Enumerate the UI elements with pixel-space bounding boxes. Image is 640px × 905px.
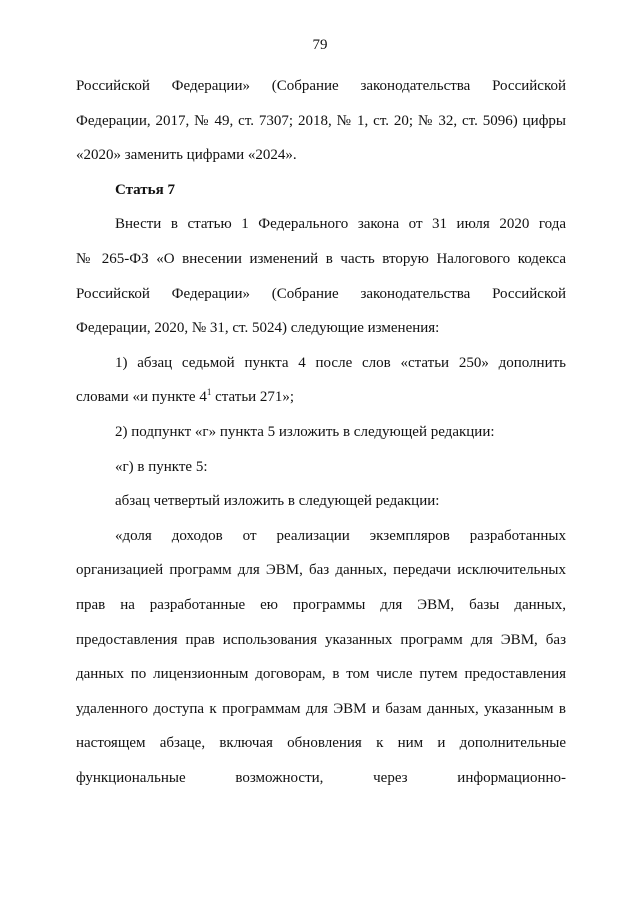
text-line: «2020» заменить цифрами «2024».	[76, 147, 297, 164]
superscript: 1	[206, 387, 212, 398]
text-line: функциональные возможности, через информационно-	[76, 769, 566, 786]
text-line: абзац четвертый изложить в следующей редакции:	[115, 493, 440, 510]
text-line: удаленного доступа к программам для ЭВМ и базам данных, указанным в	[76, 700, 566, 717]
text-line: Российской Федерации» (Собрание законодательства Российской	[76, 78, 566, 94]
text-fragment: статьи 271»;	[211, 389, 295, 406]
text-fragment: словами «и пункте 4	[76, 389, 207, 406]
text-line: организацией программ для ЭВМ, баз данных, передачи исключительных	[76, 562, 566, 579]
article-heading: Статья 7	[115, 181, 175, 198]
text-line: Федерации, 2017, № 49, ст. 7307; 2018, № 1, ст. 20; № 32, ст. 5096) цифры	[76, 112, 566, 129]
text-line: «доля доходов от реализации экземпляров разработанных	[115, 527, 566, 544]
text-line: предоставления прав использования указанных программ для ЭВМ, баз	[76, 631, 566, 648]
text-line: 2) подпункт «г» пункта 5 изложить в следующей редакции:	[115, 423, 495, 440]
text-line: прав на разработанные ею программы для ЭВМ, базы данных,	[76, 596, 566, 613]
text-line: настоящем абзаце, включая обновления к ним и дополнительные	[76, 735, 566, 752]
page-number: 79	[312, 37, 328, 53]
text-line: 1) абзац седьмой пункта 4 после слов «статьи 250» дополнить	[115, 354, 566, 371]
text-line: Федерации, 2020, № 31, ст. 5024) следующие изменения:	[76, 320, 440, 337]
text-line: «г) в пункте 5:	[115, 458, 208, 475]
text-line-with-superscript	[76, 380, 566, 415]
text-line: Российской Федерации» (Собрание законодательства Российской	[76, 285, 566, 302]
document-body	[76, 69, 566, 795]
text-line: Внести в статью 1 Федерального закона от 31 июля 2020 года	[115, 216, 566, 233]
text-line: № 265-ФЗ «О внесении изменений в часть вторую Налогового кодекса	[76, 250, 566, 267]
text-line: данных по лицензионным договорам, в том числе путем предоставления	[76, 666, 566, 683]
